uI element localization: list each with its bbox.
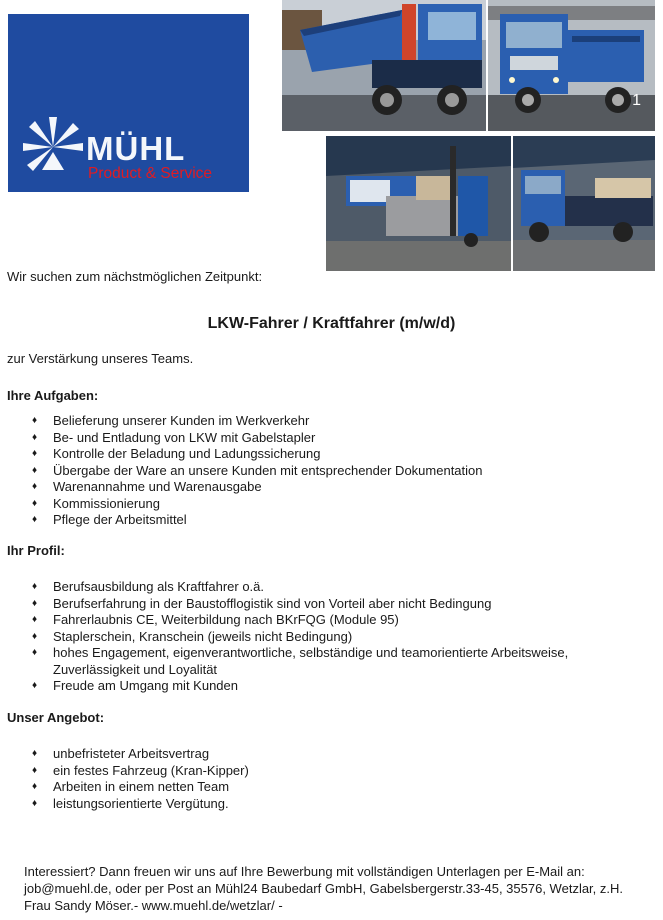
bullet-diamond-icon: ♦ (32, 597, 38, 609)
logo-tagline: Product & Service (88, 165, 213, 182)
bullet-diamond-icon: ♦ (32, 764, 38, 776)
profile-heading: Ihr Profil: (7, 543, 65, 558)
list-item: ♦ Belieferung unserer Kunden im Werkverkehr (32, 413, 310, 428)
bullet-diamond-icon: ♦ (32, 514, 38, 525)
bullet-diamond-icon: ♦ (32, 630, 38, 642)
list-item: ♦ Kontrolle der Beladung und Ladungssicherung (32, 446, 321, 461)
bullet-diamond-icon: ♦ (32, 581, 38, 592)
photo-truck-in-hall (513, 136, 655, 271)
job-title: LKW-Fahrer / Kraftfahrer (m/w/d) (207, 315, 456, 332)
list-item: ♦ Pflege der Arbeitsmittel (32, 512, 187, 527)
list-item: ♦ Warenannahme und Warenausgabe (32, 479, 262, 494)
list-item: ♦ Be- und Entladung von LKW mit Gabelstapler (32, 429, 316, 445)
intro-text: Wir suchen zum nächstmöglichen Zeitpunkt: (7, 269, 263, 284)
list-item: ♦ Staplerschein, Kranschein (jeweils nicht Bedingung) (32, 628, 353, 644)
list-item: ♦ ein festes Fahrzeug (Kran-Kipper) (32, 762, 249, 778)
list-item: ♦ Berufsausbildung als Kraftfahrer o.ä. (32, 579, 265, 594)
company-logo (8, 14, 249, 192)
bullet-diamond-icon: ♦ (32, 797, 38, 809)
bullet-diamond-icon: ♦ (32, 497, 38, 509)
tasks-heading: Ihre Aufgaben: (7, 388, 99, 403)
list-item: ♦ unbefristeter Arbeitsvertrag (32, 746, 210, 761)
profile-list (32, 579, 638, 695)
list-item: ♦ Übergabe der Ware an unsere Kunden mit entsprechender Dokumentation (32, 462, 483, 478)
offer-heading: Unser Angebot: (7, 710, 105, 725)
list-item: ♦ hohes Engagement, eigenverantwortliche, selbständige und teamorientierte Arbeitsweise, Zuverlässigkeit und Loyalität (32, 645, 569, 677)
list-item: ♦ Kommissionierung (32, 495, 160, 511)
photo-truck-front (488, 0, 655, 131)
contact-text: Interessiert? Dann freuen wir uns auf Ihre Bewerbung mit vollständigen Unterlagen per E-Mail an: job@muehl.de, oder per Post an Mühl24 Baubedarf GmbH, Gabelsbergerstr.33-45, 35576, Wetzlar, z.H. Frau Sandy Möser.- www.muehl.de/wetzlar/ - (24, 864, 624, 913)
logo-star-icon (22, 116, 84, 178)
subtitle-text: zur Verstärkung unseres Teams. (7, 351, 194, 366)
bullet-diamond-icon: ♦ (32, 448, 38, 459)
bullet-diamond-icon: ♦ (32, 680, 38, 691)
photo-tipper-truck (282, 0, 486, 131)
list-item: ♦ leistungsorientierte Vergütung. (32, 795, 229, 811)
list-item: ♦ Arbeiten in einem netten Team (32, 779, 230, 794)
photo-warehouse-forklift (326, 136, 511, 271)
bullet-diamond-icon: ♦ (32, 647, 38, 658)
list-item: ♦ Freude am Umgang mit Kunden (32, 678, 238, 693)
list-item: ♦ Berufserfahrung in der Baustofflogistik sind von Vorteil aber nicht Bedingung (32, 595, 492, 611)
bullet-diamond-icon: ♦ (32, 481, 38, 492)
offer-list (32, 746, 249, 812)
bullet-diamond-icon: ♦ (32, 781, 38, 792)
gallery-counter: 1 (632, 92, 641, 109)
bullet-diamond-icon: ♦ (32, 614, 38, 625)
bullet-diamond-icon: ♦ (32, 748, 38, 759)
tasks-list (32, 413, 483, 529)
bullet-diamond-icon: ♦ (32, 464, 38, 476)
bullet-diamond-icon: ♦ (32, 431, 38, 443)
logo-wordmark: MÜHL (86, 130, 186, 167)
bullet-diamond-icon: ♦ (32, 415, 38, 426)
list-item: ♦ Fahrerlaubnis CE, Weiterbildung nach BKrFQG (Module 95) (32, 612, 399, 627)
